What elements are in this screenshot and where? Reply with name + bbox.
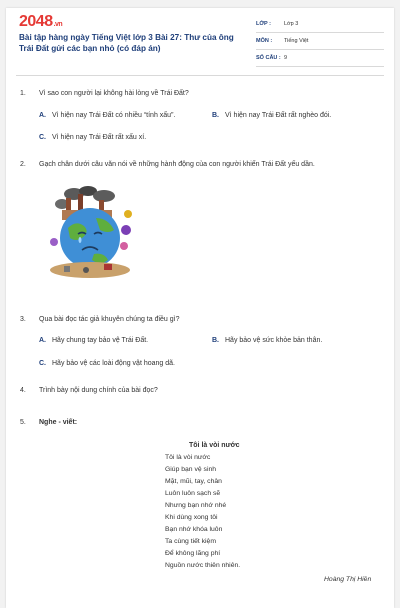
logo-text: 2048	[19, 13, 53, 30]
option-letter: C.	[39, 134, 46, 141]
question-text: Gạch chân dưới câu văn nói về những hành động của con người khiến Trái Đất yếu dần.	[39, 161, 315, 168]
meta-table	[256, 16, 384, 67]
question-number: 1.	[20, 90, 26, 97]
option-text: Vì hiện nay Trái Đất có nhiều “tính xấu”.	[52, 112, 176, 119]
worksheet-title: Bài tập hàng ngày Tiếng Việt lớp 3 Bài 27: Thư của ông Trái Đất gửi các bạn nhỏ (có đáp án)	[19, 33, 234, 53]
option-letter: A.	[39, 337, 46, 344]
poem-line: Nhưng bạn nhớ nhé	[165, 502, 227, 509]
meta-key: SỐ CÂU :	[256, 55, 281, 61]
q3-option-a[interactable]	[39, 337, 148, 344]
meta-row-grade	[256, 16, 384, 33]
meta-row-count	[256, 50, 384, 67]
poem-line: Mặt, mũi, tay, chân	[165, 478, 222, 485]
poem-line: Để không lãng phí	[165, 550, 221, 557]
meta-row-subject	[256, 33, 384, 50]
site-logo[interactable]	[19, 13, 62, 31]
poem	[165, 442, 240, 572]
option-letter: A.	[39, 112, 46, 119]
question-number: 5.	[20, 419, 26, 426]
option-text: Hãy bảo vệ các loài động vật hoang dã.	[52, 360, 175, 367]
question-number: 3.	[20, 316, 26, 323]
poem-line: Bạn nhớ khóa luôn	[165, 526, 223, 533]
poem-line: Ta cùng tiết kiệm	[165, 538, 216, 545]
q1-option-c[interactable]	[39, 134, 146, 141]
meta-key: MÔN :	[256, 38, 273, 44]
q1-option-b[interactable]	[212, 112, 331, 119]
logo-suffix: .vn	[53, 21, 63, 28]
q3-option-b[interactable]	[212, 337, 322, 344]
meta-value: 9	[284, 55, 288, 61]
option-text: Hãy bảo vệ sức khỏe bản thân.	[225, 337, 323, 344]
option-letter: C.	[39, 360, 46, 367]
question-number: 4.	[20, 387, 26, 394]
meta-value: Lớp 3	[284, 21, 299, 27]
poem-line: Khi dùng xong tôi	[165, 514, 218, 521]
question-text: Qua bài đọc tác giả khuyên chúng ta điều gì?	[39, 316, 180, 323]
worksheet-header	[6, 8, 394, 68]
option-text: Vì hiện nay Trái Đất rất nghèo đói.	[225, 112, 332, 119]
question-text: Nghe - viết:	[39, 419, 78, 426]
poem-line: Tôi là vòi nước	[165, 454, 211, 461]
worksheet-page	[6, 8, 394, 608]
meta-value: Tiếng Việt	[284, 38, 309, 44]
option-letter: B.	[212, 112, 219, 119]
poem-author: Hoàng Thị Hiền	[324, 576, 372, 583]
q3-option-c[interactable]	[39, 360, 175, 367]
header-divider	[16, 75, 384, 76]
question-number: 2.	[20, 161, 26, 168]
poem-title: Tôi là vòi nước	[189, 442, 240, 449]
question-text: Vì sao con người lại không hài lòng về Trái Đất?	[39, 90, 189, 97]
meta-key: LỚP :	[256, 21, 271, 27]
question-text: Trình bày nội dung chính của bài đọc?	[39, 387, 158, 394]
poem-line: Nguồn nước thiên nhiên.	[165, 562, 241, 569]
poem-line: Giúp bạn vệ sinh	[165, 466, 217, 473]
option-text: Hãy chung tay bảo vệ Trái Đất.	[52, 337, 149, 344]
poem-line: Luôn luôn sạch sẽ	[165, 490, 221, 497]
option-letter: B.	[212, 337, 219, 344]
option-text: Vì hiện nay Trái Đất rất xấu xí.	[52, 134, 147, 141]
q1-option-a[interactable]	[39, 112, 175, 119]
sad-earth-illustration	[44, 184, 136, 280]
